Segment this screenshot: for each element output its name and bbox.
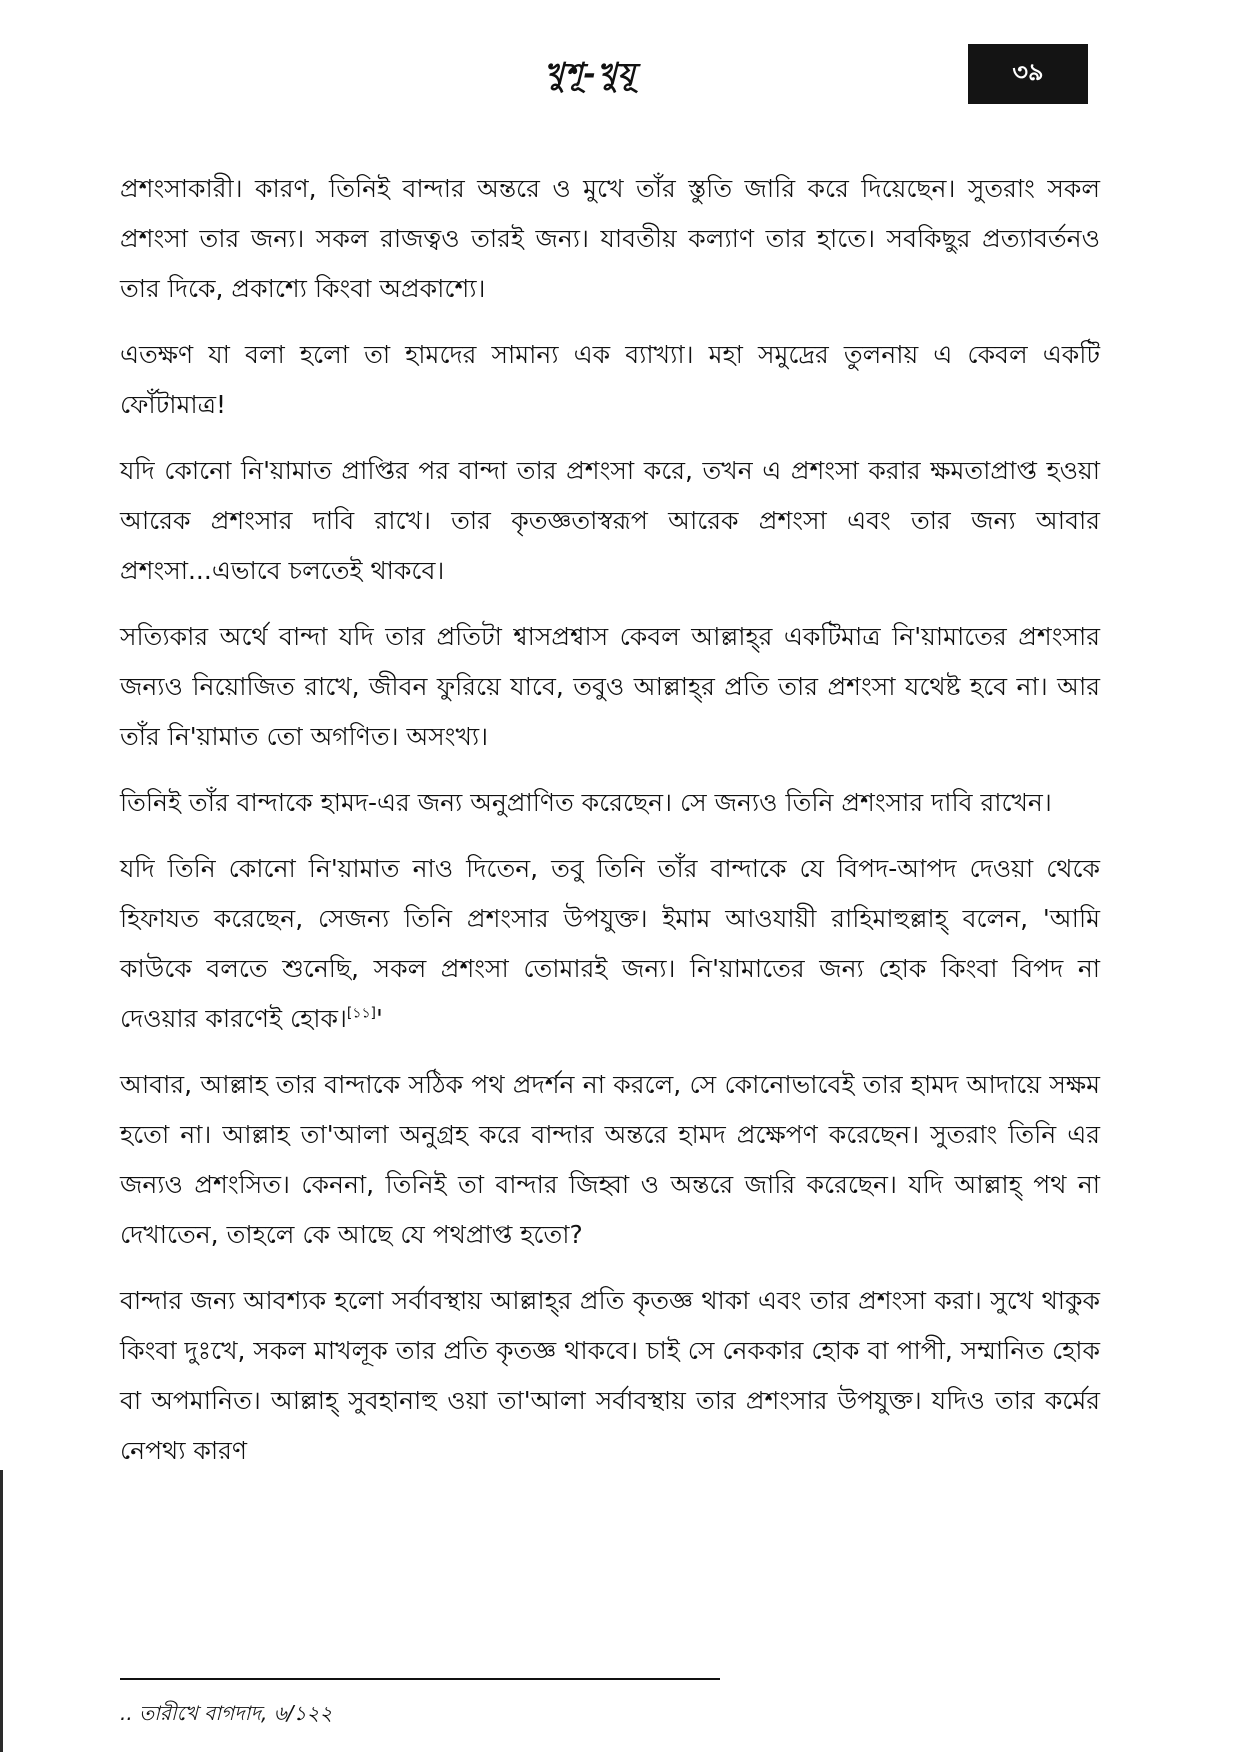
footnote-divider	[120, 1678, 720, 1680]
paragraph-6-text: যদি তিনি কোনো নি'য়ামাত নাও দিতেন, তবু তিনি তাঁর বান্দাকে যে বিপদ-আপদ দেওয়া থেকে হিফাযত করেছেন, সেজন্য তিনি প্রশংসার উপযুক্ত। ইমাম আওযায়ী রাহিমাহুল্লাহ্‌ বলেন, 'আমি কাউকে বলতে শুনেছি, সকল প্রশংসা তোমারই জন্য। নি'য়ামাতের জন্য হোক কিংবা বিপদ না দেওয়ার কারণেই হোক।	[120, 854, 1100, 1033]
paragraph-3: যদি কোনো নি'য়ামাত প্রাপ্তির পর বান্দা তার প্রশংসা করে, তখন এ প্রশংসা করার ক্ষমতাপ্রাপ্ত হওয়া আরেক প্রশংসার দাবি রাখে। তার কৃতজ্ঞতাস্বরূপ আরেক প্রশংসা এবং তার জন্য আবার প্রশংসা...এভাবে চলতেই থাকবে।	[120, 456, 1100, 585]
page-number: ৩৯	[968, 44, 1088, 104]
body-text	[120, 164, 1100, 1492]
running-header	[0, 44, 1240, 104]
paragraph-5: তিনিই তাঁর বান্দাকে হামদ-এর জন্য অনুপ্রাণিত করেছেন। সে জন্যও তিনি প্রশংসার দাবি রাখেন।	[120, 788, 1052, 817]
paragraph-6-with-footnote-ref	[120, 844, 1100, 1044]
footnote: .. তারীখে বাগদাদ, ৬/১২২	[120, 1701, 333, 1725]
closing-quote: '	[376, 1004, 383, 1033]
paragraph-1: প্রশংসাকারী। কারণ, তিনিই বান্দার অন্তরে ও মুখে তাঁর স্তুতি জারি করে দিয়েছেন। সুতরাং সকল প্রশংসা তার জন্য। সকল রাজত্বও তারই জন্য। যাবতীয় কল্যাণ তার হাতে। সবকিছুর প্রত্যাবর্তনও তার দিকে, প্রকাশ্যে কিংবা অপ্রকাশ্যে।	[120, 174, 1100, 303]
paragraph-4: সত্যিকার অর্থে বান্দা যদি তার প্রতিটা শ্বাসপ্রশ্বাস কেবল আল্লাহ্‌র একটিমাত্র নি'য়ামাতের প্রশংসার জন্যও নিয়োজিত রাখে, জীবন ফুরিয়ে যাবে, তবুও আল্লাহ্‌র প্রতি তার প্রশংসা যথেষ্ট হবে না। আর তাঁর নি'য়ামাত তো অগণিত। অসংখ্য।	[120, 622, 1100, 751]
page-edge-shadow	[0, 1470, 3, 1752]
paragraph-2: এতক্ষণ যা বলা হলো তা হামদের সামান্য এক ব্যাখ্যা। মহা সমুদ্রের তুলনায় এ কেবল একটি ফোঁটামাত্র!	[120, 340, 1100, 419]
footnote-reference-marker: [১১]	[346, 1005, 377, 1022]
paragraph-7: আবার, আল্লাহ তার বান্দাকে সঠিক পথ প্রদর্শন না করলে, সে কোনোভাবেই তার হামদ আদায়ে সক্ষম হতো না। আল্লাহ তা'আলা অনুগ্রহ করে বান্দার অন্তরে হামদ প্রক্ষেপণ করেছেন। সুতরাং তিনি এর জন্যও প্রশংসিত। কেননা, তিনিই তা বান্দার জিহ্বা ও অন্তরে জারি করেছেন। যদি আল্লাহ্‌ পথ না দেখাতেন, তাহলে কে আছে যে পথপ্রাপ্ত হতো?	[120, 1070, 1100, 1249]
chapter-title: খুশূ-খুযূ	[544, 57, 636, 92]
paragraph-8: বান্দার জন্য আবশ্যক হলো সর্বাবস্থায় আল্লাহ্‌র প্রতি কৃতজ্ঞ থাকা এবং তার প্রশংসা করা। সুখে থাকুক কিংবা দুঃখে, সকল মাখলূক তার প্রতি কৃতজ্ঞ থাকবে। চাই সে নেককার হোক বা পাপী, সম্মানিত হোক বা অপমানিত। আল্লাহ্‌ সুবহানাহু ওয়া তা'আলা সর্বাবস্থায় তার প্রশংসার উপযুক্ত। যদিও তার কর্মের নেপথ্য কারণ	[120, 1286, 1100, 1465]
